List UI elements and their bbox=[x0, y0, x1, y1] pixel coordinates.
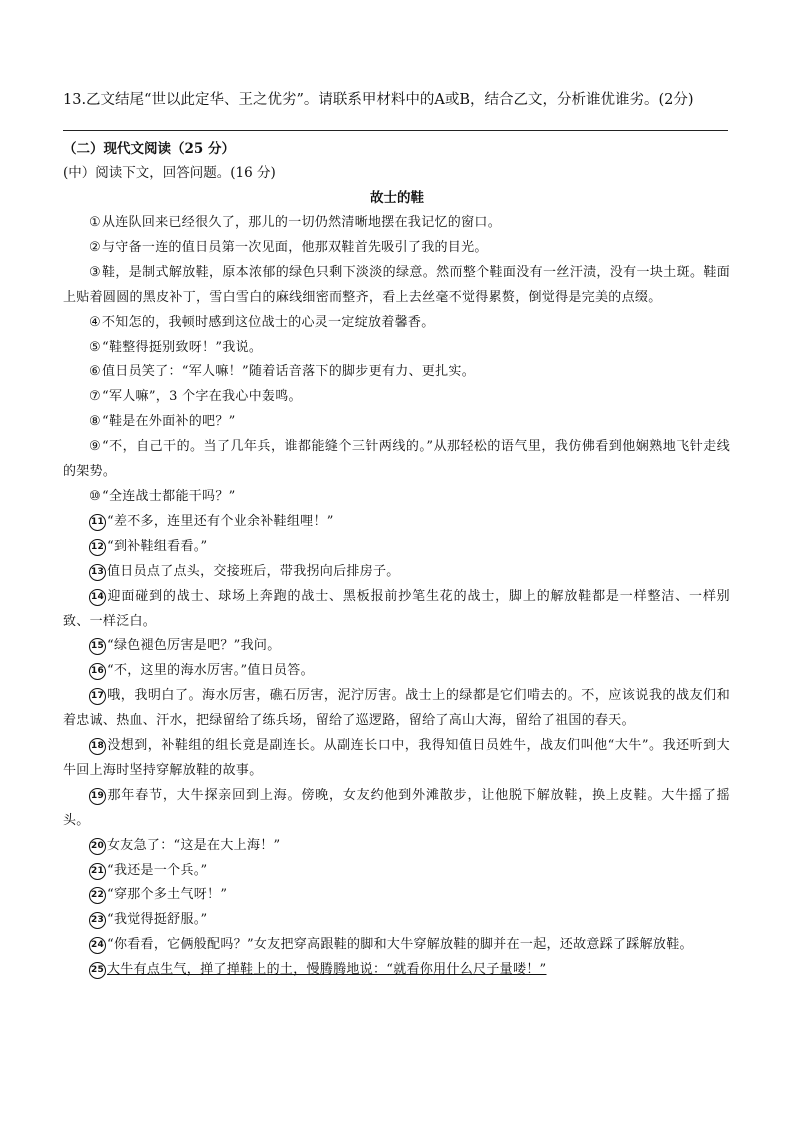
story-paragraph bbox=[63, 834, 730, 859]
story-paragraph bbox=[63, 435, 730, 485]
paragraph-number: 21 bbox=[89, 863, 106, 880]
story-paragraph bbox=[63, 211, 730, 236]
story-paragraph bbox=[63, 784, 730, 834]
paragraph-text: “鞋是在外面补的吧？” bbox=[102, 414, 236, 430]
story-paragraph bbox=[63, 485, 730, 510]
paragraph-text: “军人嘛”，3 个字在我心中轰鸣。 bbox=[102, 389, 302, 405]
story-paragraph bbox=[63, 908, 730, 933]
paragraph-number: ⑨ bbox=[89, 439, 101, 455]
paragraph-text: 女友急了：“这是在大上海！” bbox=[107, 837, 281, 853]
paragraph-text: “你看看，它俩般配吗？”女友把穿高跟鞋的脚和大牛穿解放鞋的脚并在一起，还故意踩了踩解放鞋。 bbox=[107, 937, 693, 953]
paragraph-number: 20 bbox=[89, 838, 106, 855]
section-divider bbox=[63, 130, 728, 131]
story-paragraph bbox=[63, 510, 730, 535]
story-paragraph bbox=[63, 535, 730, 560]
story-paragraph bbox=[63, 684, 730, 734]
paragraph-text: 从连队回来已经很久了，那儿的一切仍然清晰地摆在我记忆的窗口。 bbox=[102, 215, 502, 230]
story-paragraph bbox=[63, 859, 730, 884]
paragraph-text: 哦，我明白了。海水厉害，礁石厉害，泥泞厉害。战士上的绿都是它们啃去的。不，应该说我的战友们和着忠诚、热血、汗水，把绿留给了练兵场，留给了巡逻路，留给了高山大海，留给了祖国的春天。 bbox=[63, 688, 730, 729]
paragraph-number: 11 bbox=[89, 514, 106, 531]
paragraph-text: 值日员笑了：“军人嘛！”随着话音落下的脚步更有力、更扎实。 bbox=[102, 364, 475, 380]
story-paragraph bbox=[63, 236, 730, 261]
paragraph-text: “不，自己干的。当了几年兵，谁都能缝个三针两线的。”从那轻松的语气里，我仿佛看到他娴熟地飞针走线的架势。 bbox=[63, 439, 730, 480]
paragraph-number: ② bbox=[89, 239, 101, 255]
paragraph-text: 没想到，补鞋组的组长竟是副连长。从副连长口中，我得知值日员姓牛，战友们叫他“大牛”。我还听到大牛回上海时坚持穿解放鞋的故事。 bbox=[63, 738, 730, 778]
story-paragraph bbox=[63, 634, 730, 659]
paragraph-number: 24 bbox=[89, 937, 106, 954]
paragraph-number: 18 bbox=[89, 738, 106, 755]
paragraph-text: “穿那个多土气呀！” bbox=[107, 887, 228, 903]
paragraph-number: 19 bbox=[89, 788, 106, 805]
paragraph-number: ③ bbox=[89, 264, 101, 280]
paragraph-text: 鞋，是制式解放鞋，原本浓郁的绿色只剩下淡淡的绿意。然而整个鞋面没有一丝汗渍，没有一块土斑。鞋面上贴着圆圆的黑皮补丁，雪白雪白的麻线细密而整齐，看上去丝毫不觉得累赘，倒觉得是完美的点缀。 bbox=[63, 264, 730, 305]
paragraph-number: 16 bbox=[89, 663, 106, 680]
paragraph-number: 13 bbox=[89, 564, 106, 581]
story-paragraph bbox=[63, 410, 730, 435]
story-paragraph bbox=[63, 933, 730, 958]
story-paragraph bbox=[63, 585, 730, 635]
paragraph-number: 25 bbox=[89, 962, 106, 979]
story-paragraph bbox=[63, 336, 730, 361]
story-paragraph bbox=[63, 734, 730, 784]
paragraph-number: ⑦ bbox=[89, 389, 101, 405]
paragraph-text: 与守备一连的值日员第一次见面，他那双鞋首先吸引了我的目光。 bbox=[102, 239, 488, 255]
story-paragraph bbox=[63, 659, 730, 684]
question-13: 13.乙文结尾“世以此定华、王之优劣”。请联系甲材料中的A或B，结合乙文，分析谁优谁劣。(2分) bbox=[63, 92, 694, 108]
paragraph-text: “差不多，连里还有个业余补鞋组哩！” bbox=[107, 513, 334, 529]
reading-instruction: (中）阅读下文，回答问题。(16 分) bbox=[63, 165, 276, 181]
paragraph-number: 14 bbox=[89, 589, 106, 606]
story-paragraph bbox=[63, 883, 730, 908]
paragraph-text: “不，这里的海水厉害。”值日员答。 bbox=[107, 663, 314, 679]
paragraph-number: ⑩ bbox=[89, 488, 101, 504]
story-paragraph bbox=[63, 560, 730, 585]
paragraph-text: “全连战士都能干吗？” bbox=[102, 488, 236, 504]
paragraph-number: 23 bbox=[89, 912, 106, 929]
section-heading: （二）现代文阅读（25 分） bbox=[63, 141, 235, 157]
story-paragraph bbox=[63, 311, 730, 336]
paragraph-text: 那年春节，大牛探亲回到上海。傍晚，女友约他到外滩散步，让他脱下解放鞋，换上皮鞋。大牛摇了摇头。 bbox=[63, 787, 730, 828]
paragraph-number: 15 bbox=[89, 638, 106, 655]
story-paragraph bbox=[63, 360, 730, 385]
story-paragraph bbox=[63, 958, 730, 983]
paragraph-text: “我觉得挺舒服。” bbox=[107, 912, 208, 928]
story-title: 故士的鞋 bbox=[370, 190, 424, 206]
paragraph-text: “我还是一个兵。” bbox=[107, 862, 208, 878]
paragraph-number: ⑥ bbox=[89, 364, 101, 380]
paragraph-number: ⑤ bbox=[89, 339, 101, 355]
paragraph-number: ① bbox=[89, 215, 101, 230]
story-paragraph bbox=[63, 385, 730, 410]
paragraph-text: “到补鞋组看看。” bbox=[107, 538, 208, 554]
paragraph-text: 迎面碰到的战士、球场上奔跑的战士、黑板报前抄笔生花的战士，脚上的解放鞋都是一样整洁、一样别致、一样泛白。 bbox=[63, 588, 730, 629]
paragraph-text: 值日员点了点头，交接班后，带我拐向后排房子。 bbox=[107, 563, 400, 579]
paragraph-number: 17 bbox=[89, 688, 106, 705]
paragraph-text: “鞋整得挺别致呀！”我说。 bbox=[102, 339, 263, 355]
story-body bbox=[63, 211, 730, 983]
paragraph-text: 不知怎的，我顿时感到这位战士的心灵一定绽放着馨香。 bbox=[102, 314, 435, 330]
paragraph-number: ⑧ bbox=[89, 414, 101, 430]
paragraph-text: 大牛有点生气，掸了掸鞋上的土，慢腾腾地说：“就看你用什么尺子量喽！” bbox=[107, 962, 547, 978]
paragraph-number: ④ bbox=[89, 314, 101, 330]
paragraph-number: 22 bbox=[89, 887, 106, 904]
paragraph-text: “绿色褪色厉害是吧？”我问。 bbox=[107, 638, 281, 654]
paragraph-number: 12 bbox=[89, 539, 106, 556]
story-paragraph bbox=[63, 261, 730, 311]
